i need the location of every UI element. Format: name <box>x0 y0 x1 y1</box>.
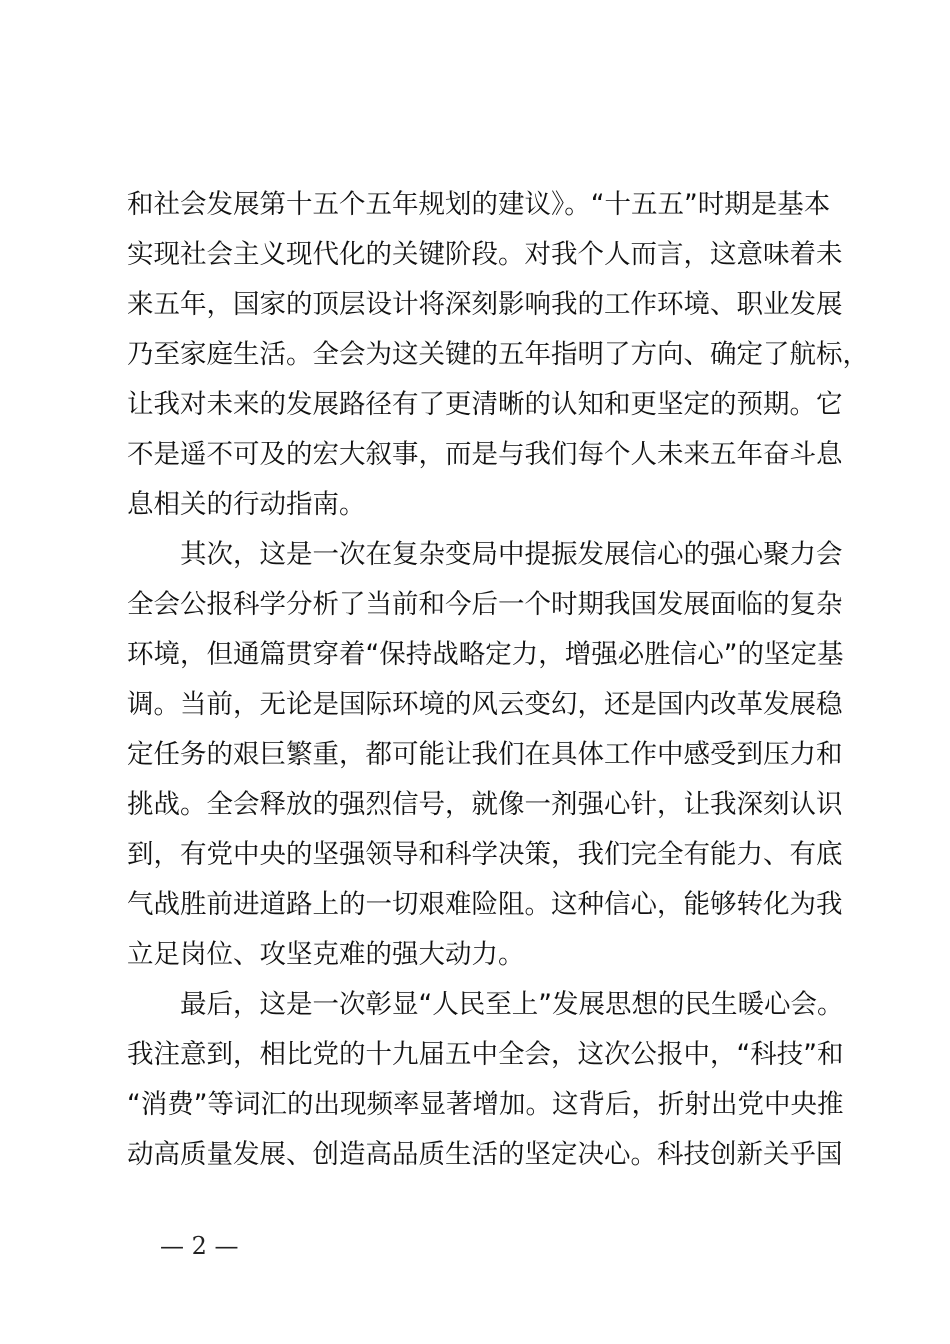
text-line: 动高质量发展、创造高品质生活的坚定决心。科技创新关乎国 <box>127 1139 843 1170</box>
text-line: 乃至家庭生活。全会为这关键的五年指明了方向、确定了航标， <box>127 339 869 370</box>
text-line: “消费”等词汇的出现频率显著增加。这背后，折射出党中央推 <box>127 1089 844 1120</box>
text-line: 息相关的行动指南。 <box>127 489 366 520</box>
text-line: 挑战。全会释放的强烈信号，就像一剂强心针，让我深刻认识 <box>127 789 843 820</box>
text-line: 不是遥不可及的宏大叙事，而是与我们每个人未来五年奋斗息 <box>127 439 843 470</box>
text-line: 环境，但通篇贯穿着“保持战略定力，增强必胜信心”的坚定基 <box>127 639 844 670</box>
text-line: 和社会发展第十五个五年规划的建议》。“十五五”时期是基本 <box>127 189 831 220</box>
text-line: 气战胜前进道路上的一切艰难险阻。这种信心，能够转化为我 <box>127 889 843 920</box>
text-line: 定任务的艰巨繁重，都可能让我们在具体工作中感受到压力和 <box>127 739 843 770</box>
text-line: 全会公报科学分析了当前和今后一个时期我国发展面临的复杂 <box>127 589 843 620</box>
text-line: 让我对未来的发展路径有了更清晰的认知和更坚定的预期。它 <box>127 389 843 420</box>
text-line: 立足岗位、攻坚克难的强大动力。 <box>127 939 525 970</box>
page-number: — 2 — <box>160 1232 239 1260</box>
text-line: 我注意到，相比党的十九届五中全会，这次公报中，“科技”和 <box>127 1039 844 1070</box>
text-line: 实现社会主义现代化的关键阶段。对我个人而言，这意味着未 <box>127 239 843 270</box>
text-line: 最后，这是一次彰显“人民至上”发展思想的民生暖心会。 <box>127 989 844 1020</box>
text-line: 到，有党中央的坚强领导和科学决策，我们完全有能力、有底 <box>127 839 843 870</box>
text-line: 来五年，国家的顶层设计将深刻影响我的工作环境、职业发展 <box>127 289 843 320</box>
text-line: 调。当前，无论是国际环境的风云变幻，还是国内改革发展稳 <box>127 689 843 720</box>
text-line: 其次，这是一次在复杂变局中提振发展信心的强心聚力会 <box>127 539 843 570</box>
